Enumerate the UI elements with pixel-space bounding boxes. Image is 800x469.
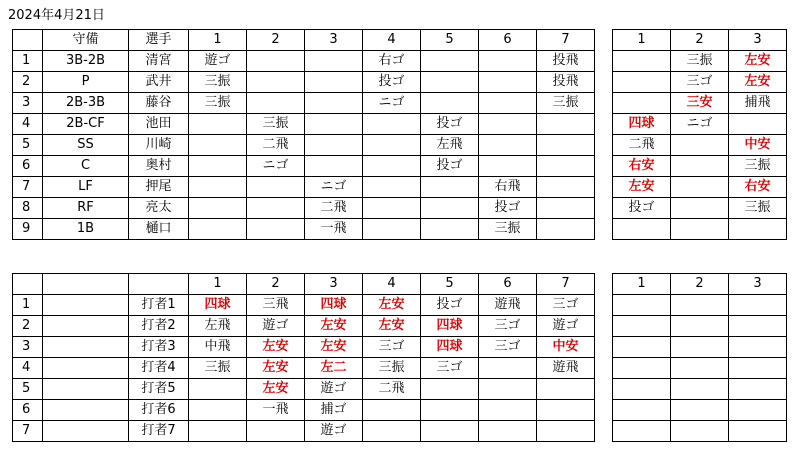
batting-order: 4: [13, 358, 43, 379]
at-bat-result: 左安: [247, 379, 305, 400]
at-bat-result: 三ゴ: [537, 295, 595, 316]
at-bat-result: [537, 198, 595, 219]
team1-extra-body: [613, 51, 787, 240]
at-bat-result: 三振: [189, 358, 247, 379]
at-bat-result: [613, 358, 671, 379]
column-header: 選手: [129, 30, 189, 51]
at-bat-result: 遊ゴ: [247, 316, 305, 337]
column-header: 2: [247, 274, 305, 295]
at-bat-result: [537, 177, 595, 198]
at-bat-result: 三振: [537, 93, 595, 114]
at-bat-result: [671, 177, 729, 198]
batting-order: 8: [13, 198, 43, 219]
at-bat-result: 遊ゴ: [537, 316, 595, 337]
at-bat-result: [613, 295, 671, 316]
at-bat-result: [671, 316, 729, 337]
at-bat-result: 遊飛: [479, 295, 537, 316]
at-bat-result: [729, 295, 787, 316]
at-bat-result: [421, 198, 479, 219]
table-row: [13, 379, 595, 400]
table-row: [13, 337, 595, 358]
at-bat-result: 三ゴ: [671, 72, 729, 93]
position: 1B: [43, 219, 129, 240]
column-header: 1: [613, 30, 671, 51]
at-bat-result: 三ゴ: [421, 358, 479, 379]
player-name: 打者2: [129, 316, 189, 337]
position: SS: [43, 135, 129, 156]
at-bat-result: [421, 177, 479, 198]
column-header: [13, 274, 43, 295]
at-bat-result: 左安: [247, 358, 305, 379]
at-bat-result: 左安: [363, 316, 421, 337]
table-row: [613, 337, 787, 358]
at-bat-result: 遊飛: [537, 358, 595, 379]
batting-order: 1: [13, 51, 43, 72]
at-bat-result: 二飛: [305, 198, 363, 219]
column-header: 4: [363, 274, 421, 295]
at-bat-result: [305, 135, 363, 156]
at-bat-result: 四球: [305, 295, 363, 316]
batting-order: 6: [13, 156, 43, 177]
column-header: [43, 274, 129, 295]
table-row: [613, 379, 787, 400]
at-bat-result: [537, 219, 595, 240]
at-bat-result: [421, 421, 479, 442]
at-bat-result: [421, 219, 479, 240]
at-bat-result: [671, 135, 729, 156]
table-row: [13, 135, 595, 156]
column-header: 5: [421, 30, 479, 51]
position: [43, 379, 129, 400]
at-bat-result: [537, 421, 595, 442]
batting-order: 2: [13, 316, 43, 337]
table-row: [13, 177, 595, 198]
at-bat-result: [479, 72, 537, 93]
at-bat-result: [613, 379, 671, 400]
at-bat-result: [671, 219, 729, 240]
table-row: [13, 198, 595, 219]
batting-order: 3: [13, 93, 43, 114]
at-bat-result: [305, 51, 363, 72]
at-bat-result: [613, 93, 671, 114]
header-row: [613, 274, 787, 295]
at-bat-result: [537, 400, 595, 421]
at-bat-result: [729, 114, 787, 135]
at-bat-result: 四球: [421, 316, 479, 337]
table-row: [613, 421, 787, 442]
team2-extra-innings: [612, 273, 787, 442]
team1-header-row: [13, 30, 595, 51]
at-bat-result: 左安: [729, 72, 787, 93]
column-header: 1: [613, 274, 671, 295]
at-bat-result: [421, 51, 479, 72]
at-bat-result: [363, 156, 421, 177]
player-name: 打者1: [129, 295, 189, 316]
at-bat-result: [613, 72, 671, 93]
column-header: 3: [305, 274, 363, 295]
table-row: [13, 114, 595, 135]
game-date: 2024年4月21日: [8, 8, 105, 23]
team1-extra-innings: [612, 29, 787, 240]
at-bat-result: 左安: [363, 295, 421, 316]
at-bat-result: [421, 72, 479, 93]
at-bat-result: [537, 135, 595, 156]
at-bat-result: 三振: [189, 72, 247, 93]
at-bat-result: 中飛: [189, 337, 247, 358]
position: [43, 295, 129, 316]
at-bat-result: 右ゴ: [363, 51, 421, 72]
table-row: [13, 400, 595, 421]
at-bat-result: 三ゴ: [479, 337, 537, 358]
at-bat-result: 二飛: [247, 135, 305, 156]
team2-scorebook: [12, 273, 595, 442]
at-bat-result: 左安: [613, 177, 671, 198]
player-name: 打者5: [129, 379, 189, 400]
at-bat-result: [671, 198, 729, 219]
table-row: [13, 316, 595, 337]
at-bat-result: 三振: [247, 114, 305, 135]
table-row: [613, 316, 787, 337]
position: [43, 358, 129, 379]
team2-extra-header-row: [613, 274, 787, 295]
at-bat-result: [729, 358, 787, 379]
position: LF: [43, 177, 129, 198]
table-row: [613, 177, 787, 198]
team1-scorebook: [12, 29, 595, 240]
at-bat-result: 投飛: [537, 72, 595, 93]
at-bat-result: 左飛: [421, 135, 479, 156]
column-header: 1: [189, 30, 247, 51]
table-row: [13, 156, 595, 177]
at-bat-result: [671, 400, 729, 421]
at-bat-result: [537, 156, 595, 177]
position: 3B-2B: [43, 51, 129, 72]
table-row: [13, 295, 595, 316]
at-bat-result: [189, 421, 247, 442]
at-bat-result: [363, 219, 421, 240]
batting-order: 2: [13, 72, 43, 93]
at-bat-result: [247, 177, 305, 198]
at-bat-result: 遊ゴ: [189, 51, 247, 72]
player-name: 押尾: [129, 177, 189, 198]
at-bat-result: [613, 51, 671, 72]
column-header: 7: [537, 30, 595, 51]
position: RF: [43, 198, 129, 219]
at-bat-result: 二飛: [363, 379, 421, 400]
batting-order: 7: [13, 177, 43, 198]
player-name: 亮太: [129, 198, 189, 219]
at-bat-result: 四球: [613, 114, 671, 135]
at-bat-result: [479, 114, 537, 135]
position: P: [43, 72, 129, 93]
team1-body: [13, 51, 595, 240]
at-bat-result: [247, 51, 305, 72]
at-bat-result: [479, 400, 537, 421]
at-bat-result: 右安: [729, 177, 787, 198]
column-header: 1: [189, 274, 247, 295]
at-bat-result: ニゴ: [305, 177, 363, 198]
at-bat-result: 二飛: [613, 135, 671, 156]
at-bat-result: 三振: [189, 93, 247, 114]
at-bat-result: ニゴ: [363, 93, 421, 114]
at-bat-result: 三振: [729, 156, 787, 177]
team2-body: [13, 295, 595, 442]
at-bat-result: 三振: [671, 51, 729, 72]
column-header: 2: [671, 274, 729, 295]
table-row: [613, 156, 787, 177]
at-bat-result: 左安: [247, 337, 305, 358]
at-bat-result: [421, 379, 479, 400]
player-name: 武井: [129, 72, 189, 93]
at-bat-result: 左飛: [189, 316, 247, 337]
at-bat-result: 左安: [305, 316, 363, 337]
at-bat-result: [189, 379, 247, 400]
table-row: [13, 358, 595, 379]
at-bat-result: [363, 400, 421, 421]
position: [43, 337, 129, 358]
table-row: [13, 421, 595, 442]
at-bat-result: [305, 93, 363, 114]
batting-order: 3: [13, 337, 43, 358]
at-bat-result: [479, 51, 537, 72]
at-bat-result: [537, 114, 595, 135]
batting-order: 4: [13, 114, 43, 135]
player-name: 清宮: [129, 51, 189, 72]
column-header: 3: [729, 274, 787, 295]
header-row: [13, 274, 595, 295]
position: C: [43, 156, 129, 177]
at-bat-result: [479, 421, 537, 442]
at-bat-result: [729, 379, 787, 400]
at-bat-result: [247, 93, 305, 114]
at-bat-result: [189, 198, 247, 219]
batting-order: 6: [13, 400, 43, 421]
at-bat-result: [189, 135, 247, 156]
column-header: 2: [247, 30, 305, 51]
at-bat-result: 三振: [479, 219, 537, 240]
at-bat-result: [305, 114, 363, 135]
at-bat-result: 投ゴ: [363, 72, 421, 93]
at-bat-result: [671, 156, 729, 177]
at-bat-result: [363, 177, 421, 198]
at-bat-result: [479, 379, 537, 400]
batting-order: 1: [13, 295, 43, 316]
header-row: [13, 30, 595, 51]
at-bat-result: [189, 400, 247, 421]
column-header: 3: [729, 30, 787, 51]
position: [43, 400, 129, 421]
at-bat-result: 左安: [305, 337, 363, 358]
at-bat-result: [363, 421, 421, 442]
at-bat-result: [613, 337, 671, 358]
at-bat-result: 投ゴ: [479, 198, 537, 219]
column-header: 3: [305, 30, 363, 51]
at-bat-result: 右飛: [479, 177, 537, 198]
at-bat-result: 捕飛: [729, 93, 787, 114]
table-row: [613, 295, 787, 316]
table-row: [613, 93, 787, 114]
at-bat-result: [613, 316, 671, 337]
at-bat-result: 投ゴ: [421, 295, 479, 316]
at-bat-result: 投ゴ: [421, 156, 479, 177]
at-bat-result: 投ゴ: [421, 114, 479, 135]
at-bat-result: [671, 421, 729, 442]
team2-header-row: [13, 274, 595, 295]
at-bat-result: [363, 198, 421, 219]
at-bat-result: [479, 156, 537, 177]
at-bat-result: 捕ゴ: [305, 400, 363, 421]
at-bat-result: [671, 358, 729, 379]
at-bat-result: [479, 93, 537, 114]
at-bat-result: [671, 295, 729, 316]
column-header: 守備: [43, 30, 129, 51]
player-name: 樋口: [129, 219, 189, 240]
at-bat-result: [479, 135, 537, 156]
at-bat-result: 三振: [363, 358, 421, 379]
batting-order: 5: [13, 135, 43, 156]
table-row: [613, 198, 787, 219]
team2-extra-body: [613, 295, 787, 442]
table-row: [613, 219, 787, 240]
at-bat-result: 左二: [305, 358, 363, 379]
player-name: 打者4: [129, 358, 189, 379]
at-bat-result: [189, 219, 247, 240]
at-bat-result: ニゴ: [671, 114, 729, 135]
at-bat-result: [613, 219, 671, 240]
column-header: 4: [363, 30, 421, 51]
column-header: 6: [479, 274, 537, 295]
at-bat-result: 三ゴ: [479, 316, 537, 337]
at-bat-result: 遊ゴ: [305, 421, 363, 442]
player-name: 藤谷: [129, 93, 189, 114]
at-bat-result: [363, 135, 421, 156]
at-bat-result: 三振: [729, 198, 787, 219]
at-bat-result: 三飛: [247, 295, 305, 316]
at-bat-result: [189, 156, 247, 177]
at-bat-result: 一飛: [305, 219, 363, 240]
at-bat-result: [189, 177, 247, 198]
table-row: [613, 358, 787, 379]
table-row: [13, 72, 595, 93]
column-header: [129, 274, 189, 295]
at-bat-result: [479, 358, 537, 379]
player-name: 打者3: [129, 337, 189, 358]
batting-order: 7: [13, 421, 43, 442]
header-row: [613, 30, 787, 51]
table-row: [613, 51, 787, 72]
at-bat-result: [729, 316, 787, 337]
table-row: [613, 72, 787, 93]
at-bat-result: [305, 156, 363, 177]
at-bat-result: [305, 72, 363, 93]
at-bat-result: [421, 400, 479, 421]
at-bat-result: 三ゴ: [363, 337, 421, 358]
team1-extra-header-row: [613, 30, 787, 51]
at-bat-result: [613, 421, 671, 442]
at-bat-result: [247, 219, 305, 240]
at-bat-result: [613, 400, 671, 421]
at-bat-result: 右安: [613, 156, 671, 177]
player-name: 打者6: [129, 400, 189, 421]
at-bat-result: 中安: [537, 337, 595, 358]
position: [43, 316, 129, 337]
at-bat-result: 投ゴ: [613, 198, 671, 219]
column-header: [13, 30, 43, 51]
at-bat-result: [729, 400, 787, 421]
position: 2B-3B: [43, 93, 129, 114]
table-row: [613, 135, 787, 156]
at-bat-result: 投飛: [537, 51, 595, 72]
batting-order: 5: [13, 379, 43, 400]
position: 2B-CF: [43, 114, 129, 135]
at-bat-result: 四球: [189, 295, 247, 316]
player-name: 川崎: [129, 135, 189, 156]
at-bat-result: ニゴ: [247, 156, 305, 177]
column-header: 5: [421, 274, 479, 295]
at-bat-result: [671, 337, 729, 358]
table-row: [613, 400, 787, 421]
table-row: [13, 51, 595, 72]
at-bat-result: [729, 219, 787, 240]
player-name: 池田: [129, 114, 189, 135]
player-name: 打者7: [129, 421, 189, 442]
column-header: 2: [671, 30, 729, 51]
at-bat-result: [537, 379, 595, 400]
position: [43, 421, 129, 442]
at-bat-result: [247, 421, 305, 442]
table-row: [13, 219, 595, 240]
at-bat-result: [729, 421, 787, 442]
batting-order: 9: [13, 219, 43, 240]
at-bat-result: [421, 93, 479, 114]
at-bat-result: 一飛: [247, 400, 305, 421]
at-bat-result: 遊ゴ: [305, 379, 363, 400]
player-name: 奥村: [129, 156, 189, 177]
table-row: [613, 114, 787, 135]
at-bat-result: [247, 198, 305, 219]
at-bat-result: 左安: [729, 51, 787, 72]
at-bat-result: [247, 72, 305, 93]
column-header: 7: [537, 274, 595, 295]
at-bat-result: [189, 114, 247, 135]
column-header: 6: [479, 30, 537, 51]
table-row: [13, 93, 595, 114]
at-bat-result: 中安: [729, 135, 787, 156]
at-bat-result: 三安: [671, 93, 729, 114]
at-bat-result: [729, 337, 787, 358]
at-bat-result: [363, 114, 421, 135]
at-bat-result: 四球: [421, 337, 479, 358]
at-bat-result: [671, 379, 729, 400]
